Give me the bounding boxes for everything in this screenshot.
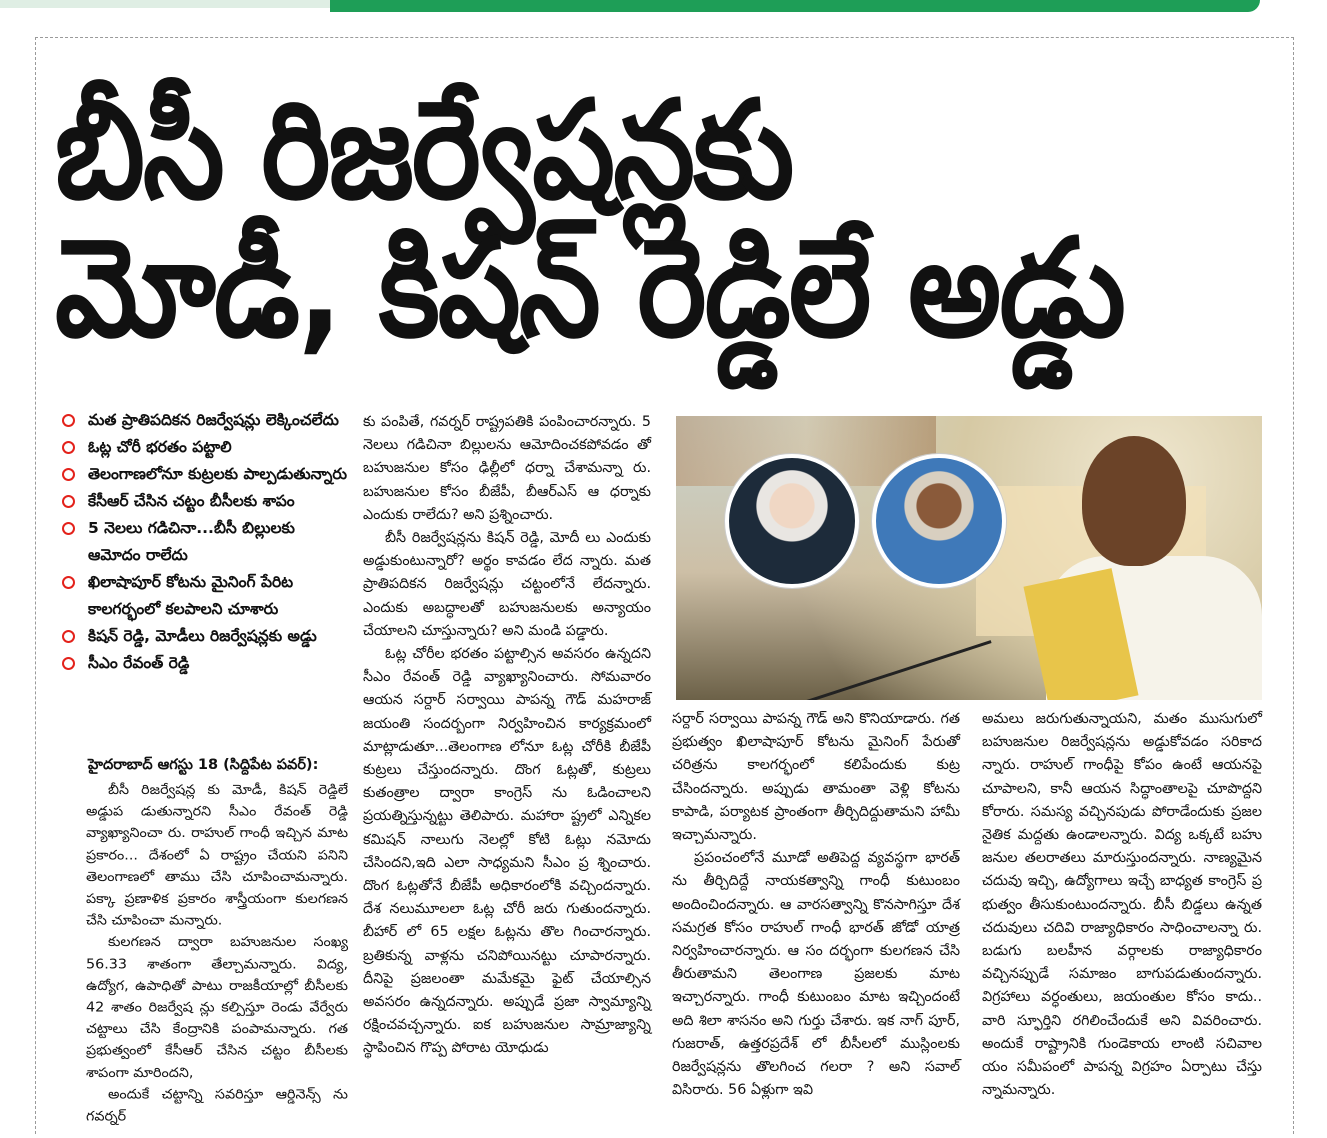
headline-line-2: మోడీ, కిషన్ రెడ్డిలే అడ్డు [55, 208, 1124, 368]
paragraph: ఓట్ల చోరీల భరతం పట్టాల్సిన అవసరం ఉన్నదని సీఎం రేవంత్ రెడ్డి వ్యాఖ్యానించారు. సోమవారం ఆయన సర్దార్ సర్వాయి పాపన్న గౌడ్ మహరాజ్ జయంతి సందర్బంగా నిర్వహించిన కార్యక్రమంలో మాట్లాడుతూ...తెలంగాణ లోనూ ఓట్ల చోరీకి బీజేపీ కుట్రలు చేస్తుందన్నారు. దొంగ ఓట్లతో, కుట్రలు కుతంత్రాల ద్వారా కాంగ్రెస్ ను ఓడించాలని ప్రయత్నిస్తున్నట్టు తెలిపారు. మహారా ష్ట్రలో ఎన్నికల కమిషన్ నాలుగు నెలల్లో కోటి ఓట్లు నమోదు చేసిందని,ఇది ఎలా సాధ్యమని సీఎం ప్ర శ్నించారు. దొంగ ఓట్లతోనే బీజేపీ అధికారంలోకి వచ్చిందన్నారు. దేశ నలుమూలలా ఓట్ల చోరీ జరు గుతుందన్నారు. బీహార్ లో 65 లక్షల ఓట్లను తొల గించారన్నారు. బ్రతికున్న వాళ్లను చనిపోయినట్టు చూపారన్నారు. దీనిపై ప్రజలంతా మమేకమై ఫైట్ చేయాల్సిన అవసరం ఉన్నదన్నారు. అప్పుడే ప్రజా స్వామ్యాన్ని రక్షించవచ్చన్నారు. ఐక బహుజనుల సామ్రాజ్యాన్ని స్థాపించిన గొప్ప పోరాట యోధుడు [363, 646, 651, 1057]
speaker-head [1082, 436, 1186, 566]
highlight-item: తెలంగాణలోనూ కుట్రలకు పాల్పడుతున్నారు [62, 461, 352, 488]
paragraph: సర్దార్ సర్వాయి పాపన్న గౌడ్ అని కొనియాడారు. గత ప్రభుత్వం ఖిలాషాపూర్ కోటను మైనింగ్ పేరుతో చరిత్రను కాలగర్భంలో కలిపేందుకు కుట్ర చేసిందన్నారు. అప్పుడు తామంతా వెళ్లి కోటను కాపాడి, పర్యాటక ప్రాంతంగా తీర్చిదిద్దుతామని హామీ ఇచ్చామన్నారు. [672, 711, 960, 844]
top-bar-light [0, 0, 330, 8]
highlight-item: సీఎం రేవంత్ రెడ్డి [62, 650, 352, 677]
paragraph: బీసీ రిజర్వేషన్ల కు మోడీ, కిషన్ రెడ్డిలే అడ్డుప డుతున్నారని సీఎం రేవంత్ రెడ్డి వ్యాఖ్యానించా రు. రాహుల్ గాంధీ ఇచ్చిన మాట ప్రకారం... దేశంలో ఏ రాష్ట్రం చేయని పనిని తెలంగాణలో తాము చేసి చూపించామన్నారు. పక్కా ప్రణాళిక ప్రకారం శాస్త్రీయంగా కులగణన చేసి చూపించా మన్నారు. [86, 782, 348, 929]
paragraph: కు పంపితే, గవర్నర్ రాష్ట్రపతికి పంపించారన్నారు. 5 నెలలు గడిచినా బిల్లులను ఆమోదించకపోవడం తో బహుజనుల కోసం ఢిల్లీలో ధర్నా చేశామన్నా రు. బహుజనుల కోసం బీజేపీ, బీఆర్ఎస్ ఆ ధర్నాకు ఎందుకు రాలేదు? అని ప్రశ్నించారు. [363, 414, 651, 523]
headline-line-1: బీసీ రిజర్వేషన్లకు [55, 70, 793, 230]
bullet-circle-icon [62, 657, 75, 670]
highlight-item: మత ప్రాతిపదికన రిజర్వేషన్లు లెక్కించలేదు [62, 407, 352, 434]
paragraph: అందుకే చట్టాన్ని సవరిస్తూ ఆర్డినెన్స్ ను గవర్నర్ [86, 1087, 348, 1125]
article-column-1 [86, 780, 348, 1128]
highlight-item: ఖిలాషాపూర్ కోటను మైనింగ్ పేరిట కాలగర్భంలో కలపాలని చూశారు [62, 569, 352, 623]
highlights-list [62, 407, 352, 677]
paragraph: ప్రపంచంలోనే మూడో అతిపెద్ద వ్యవస్థగా భారత్ ను తీర్చిదిద్దే నాయకత్వాన్ని గాంధీ కుటుంబం అందించిందన్నారు. ఆ వారసత్వాన్ని కొనసాగిస్తూ దేశ సమగ్రత కోసం రాహుల్ గాంధీ భారత్ జోడో యాత్ర నిర్వహించారన్నారు. ఆ సం దర్భంగా కులగణన చేసి తీరుతామని తెలంగాణ ప్రజలకు మాట ఇచ్చారన్నారు. గాంధీ కుటుంబం మాట ఇచ్చిందంటే అది శిలా శాసనం అని గుర్తు చేశారు. ఇక నాగ్ పూర్, గుజరాత్, ఉత్తరప్రదేశ్ లో బీసీలలో ముస్లింలకు రిజర్వేషన్లను తొలగించ గలరా ? అని సవాల్ విసిరారు. 56 ఏళ్లుగా ఇవి [672, 850, 960, 1099]
top-color-bar [0, 0, 1327, 14]
bullet-circle-icon [62, 441, 75, 454]
highlight-item: కిషన్ రెడ్డి, మోడీలు రిజర్వేషన్లకు అడ్డు [62, 623, 352, 650]
bullet-circle-icon [62, 630, 75, 643]
paragraph: కులగణన ద్వారా బహుజనుల సంఖ్య 56.33 శాతంగా తేల్చామన్నారు. విద్య, ఉద్యోగ, ఉపాధితో పాటు రాజకీయాల్లో బీసీలకు 42 శాతం రిజర్వేష న్లు కల్పిస్తూ రెండు వేర్వేరు చట్టాలు చేసి కేంద్రానికి పంపామన్నారు. గత ప్రభుత్వంలో కేసీఆర్ చేసిన చట్టం బీసీలకు శాపంగా మారిందని, [86, 935, 348, 1081]
highlight-item: 5 నెలలు గడిచినా...బీసీ బిల్లులకు ఆమోదం రాలేదు [62, 515, 352, 569]
paragraph: అమలు జరుగుతున్నాయని, మతం ముసుగులో బహుజనుల రిజర్వేషన్లను అడ్డుకోవడం సరికాద న్నారు. రాహుల్ గాంధీపై కోపం ఉంటే ఆయనపై చూపాలని, కానీ ఆయన సిద్ధాంతాలపై చూపొద్దని కోరారు. సమస్య వచ్చినపుడు పోరాడేందుకు ప్రజల నైతిక మద్దతు ఉండాలన్నారు. విద్య ఒక్కటే బహు జనుల తలరాతలు మారుస్తుందన్నారు. నాణ్యమైన చదువు ఇచ్చి, ఉద్యోగాలు ఇచ్చే బాధ్యత కాంగ్రెస్ ప్ర భుత్వం తీసుకుంటుందన్నారు. బీసీ బిడ్డలు ఉన్నత చదువులు చదివి రాజ్యాధికారం సాధించాలన్నా రు. బడుగు బలహీన వర్గాలకు రాజ్యాధికారం వచ్చినప్పుడే సమాజం బాగుపడుతుందన్నారు. విగ్రహాలు వర్ధంతులు, జయంతుల కోసం కాదు.. వారి స్ఫూర్తిని రగిలించేందుకే అని వివరించారు. అందుకే రాష్ట్రానికి గుండెకాయ లాంటి సచివాల యం సమీపంలో పాపన్న విగ్రహం ఏర్పాటు చేస్తు న్నామన్నారు. [982, 711, 1262, 1099]
inset-portrait-1 [725, 454, 859, 588]
bullet-circle-icon [62, 468, 75, 481]
paragraph: బీసీ రిజర్వేషన్లను కిషన్ రెడ్డి, మోదీ లు ఎందుకు అడ్డుకుంటున్నారో? అర్థం కావడం లేద న్నారు. మత ప్రాతిపదికన రిజర్వేషన్లు చట్టంలోనే లేదన్నారు. ఎందుకు అబద్ధాలతో బహుజనులకు అన్యాయం చేయాలని చూస్తున్నారు? అని మండి పడ్డారు. [363, 530, 651, 639]
highlight-item: కేసీఆర్ చేసిన చట్టం బీసీలకు శాపం [62, 488, 352, 515]
bullet-circle-icon [62, 522, 75, 535]
inset-portrait-2 [872, 454, 1006, 588]
highlight-item: ఓట్ల చోరీ భరతం పట్టాలి [62, 434, 352, 461]
dateline: హైదరాబాద్ ఆగస్టు 18 (సిద్దిపేట పవర్): [88, 757, 319, 773]
bullet-circle-icon [62, 576, 75, 589]
article-column-2 [363, 411, 651, 1061]
article-column-4 [982, 708, 1262, 1102]
bullet-circle-icon [62, 495, 75, 508]
bullet-circle-icon [62, 414, 75, 427]
article-column-3 [672, 708, 960, 1102]
top-bar-green [330, 0, 1260, 12]
